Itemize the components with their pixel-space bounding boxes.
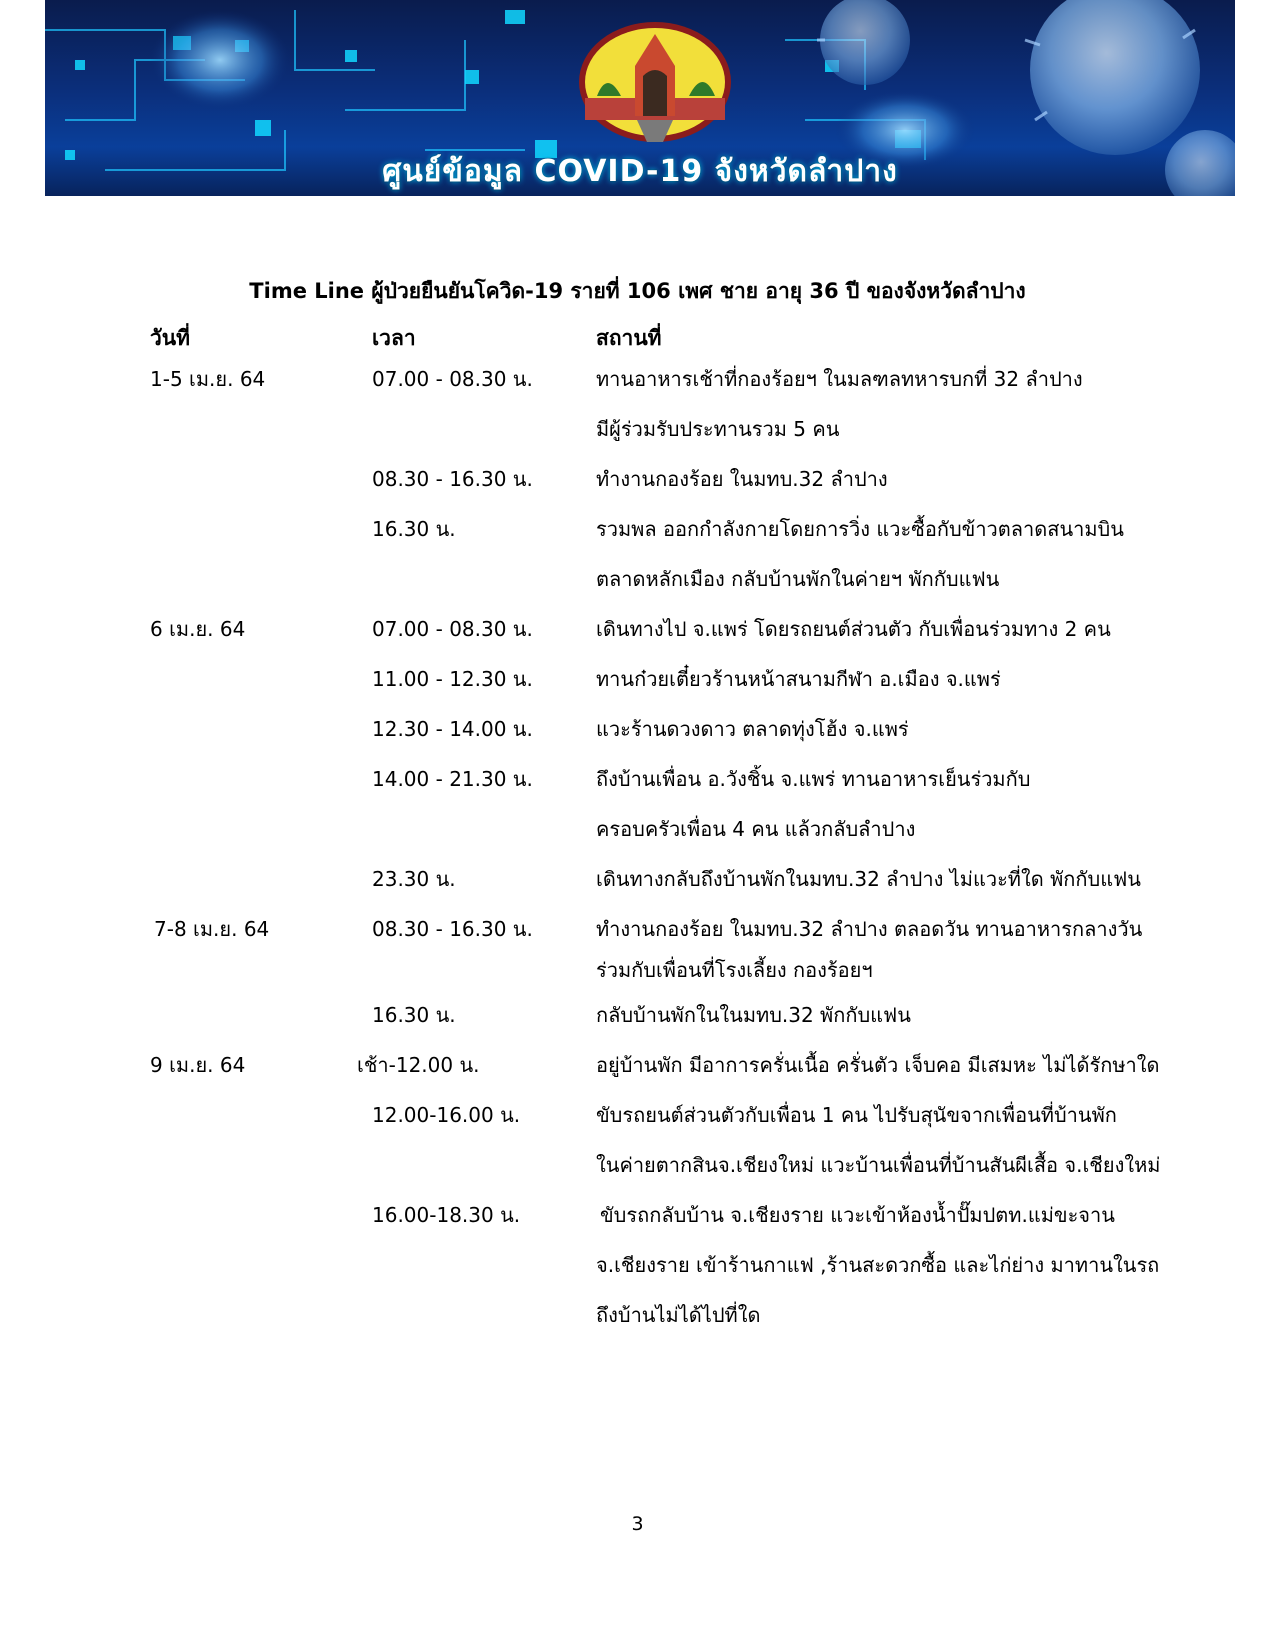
row-place-line: กลับบ้านพักในในมทบ.32 พักกับแฟน <box>596 1003 911 1027</box>
row-place-line: มีผู้ร่วมรับประทานรวม 5 คน <box>596 417 840 441</box>
column-header-date: วันที่ <box>150 326 190 350</box>
column-header-time: เวลา <box>372 326 416 350</box>
row-place-line: ขับรถยนต์ส่วนตัวกับเพื่อน 1 คน ไปรับสุนัขจากเพื่อนที่บ้านพัก <box>596 1103 1117 1127</box>
row-place-line: เดินทางไป จ.แพร่ โดยรถยนต์ส่วนตัว กับเพื่อนร่วมทาง 2 คน <box>596 617 1111 641</box>
row-place-line: เดินทางกลับถึงบ้านพักในมทบ.32 ลำปาง ไม่แวะที่ใด พักกับแฟน <box>596 867 1141 891</box>
row-time: 07.00 - 08.30 น. <box>372 617 533 641</box>
row-time: 11.00 - 12.30 น. <box>372 667 533 691</box>
row-time: 08.30 - 16.30 น. <box>372 467 533 491</box>
row-time: 12.30 - 14.00 น. <box>372 717 533 741</box>
row-date: 9 เม.ย. 64 <box>150 1053 246 1077</box>
row-time: 16.00-18.30 น. <box>372 1203 521 1227</box>
row-place-line: ครอบครัวเพื่อน 4 คน แล้วกลับลำปาง <box>596 817 916 841</box>
row-place-line: ขับรถกลับบ้าน จ.เชียงราย แวะเข้าห้องน้ำปั๊มปตท.แม่ขะจาน <box>600 1203 1115 1227</box>
row-time: 16.30 น. <box>372 517 456 541</box>
row-date: 6 เม.ย. 64 <box>150 617 246 641</box>
row-place-line: อยู่บ้านพัก มีอาการครั่นเนื้อ ครั่นตัว เจ็บคอ มีเสมหะ ไม่ได้รักษาใด <box>596 1053 1160 1077</box>
row-place-line: ถึงบ้านเพื่อน อ.วังชิ้น จ.แพร่ ทานอาหารเย็นร่วมกับ <box>596 767 1031 791</box>
header-banner <box>45 0 1235 196</box>
row-time: 23.30 น. <box>372 867 456 891</box>
row-time: 12.00-16.00 น. <box>372 1103 521 1127</box>
row-time: 14.00 - 21.30 น. <box>372 767 533 791</box>
row-time: เช้า-12.00 น. <box>357 1053 480 1077</box>
document-title: Time Line ผู้ป่วยยืนยันโควิด-19 รายที่ 106 เพศ ชาย อายุ 36 ปี ของจังหวัดลำปาง <box>249 279 1026 303</box>
row-place-line: ร่วมกับเพื่อนที่โรงเลี้ยง กองร้อยฯ <box>596 958 873 982</box>
row-place-line: แวะร้านดวงดาว ตลาดทุ่งโฮ้ง จ.แพร่ <box>596 717 909 741</box>
row-place-line: ทำงานกองร้อย ในมทบ.32 ลำปาง ตลอดวัน ทานอาหารกลางวัน <box>596 917 1143 941</box>
row-place-line: ทานอาหารเช้าที่กองร้อยฯ ในมลฑลทหารบกที่ 32 ลำปาง <box>596 367 1083 391</box>
column-header-place: สถานที่ <box>596 326 662 350</box>
row-place-line: ทานก๋วยเตี๋ยวร้านหน้าสนามกีฬา อ.เมือง จ.แพร่ <box>596 667 1001 691</box>
row-place-line: ทำงานกองร้อย ในมทบ.32 ลำปาง <box>596 467 888 491</box>
row-place-line: จ.เชียงราย เข้าร้านกาแฟ ,ร้านสะดวกซื้อ และไก่ย่าง มาทานในรถ <box>596 1253 1160 1277</box>
banner-title: ศูนย์ข้อมูล COVID-19 จังหวัดลำปาง <box>382 154 898 189</box>
row-place-line: ตลาดหลักเมือง กลับบ้านพักในค่ายฯ พักกับแฟน <box>596 567 1000 591</box>
row-date: 1-5 เม.ย. 64 <box>150 367 266 391</box>
row-date: 7-8 เม.ย. 64 <box>154 917 270 941</box>
page-number: 3 <box>631 1513 644 1535</box>
row-place-line: ถึงบ้านไม่ได้ไปที่ใด <box>596 1303 761 1327</box>
row-place-line: ในค่ายตากสินจ.เชียงใหม่ แวะบ้านเพื่อนที่บ้านสันผีเสื้อ จ.เชียงใหม่ <box>596 1153 1161 1177</box>
row-time: 08.30 - 16.30 น. <box>372 917 533 941</box>
row-time: 16.30 น. <box>372 1003 456 1027</box>
row-time: 07.00 - 08.30 น. <box>372 367 533 391</box>
row-place-line: รวมพล ออกกำลังกายโดยการวิ่ง แวะซื้อกับข้าวตลาดสนามบิน <box>596 517 1124 541</box>
lampang-provincial-seal-icon <box>577 20 733 144</box>
